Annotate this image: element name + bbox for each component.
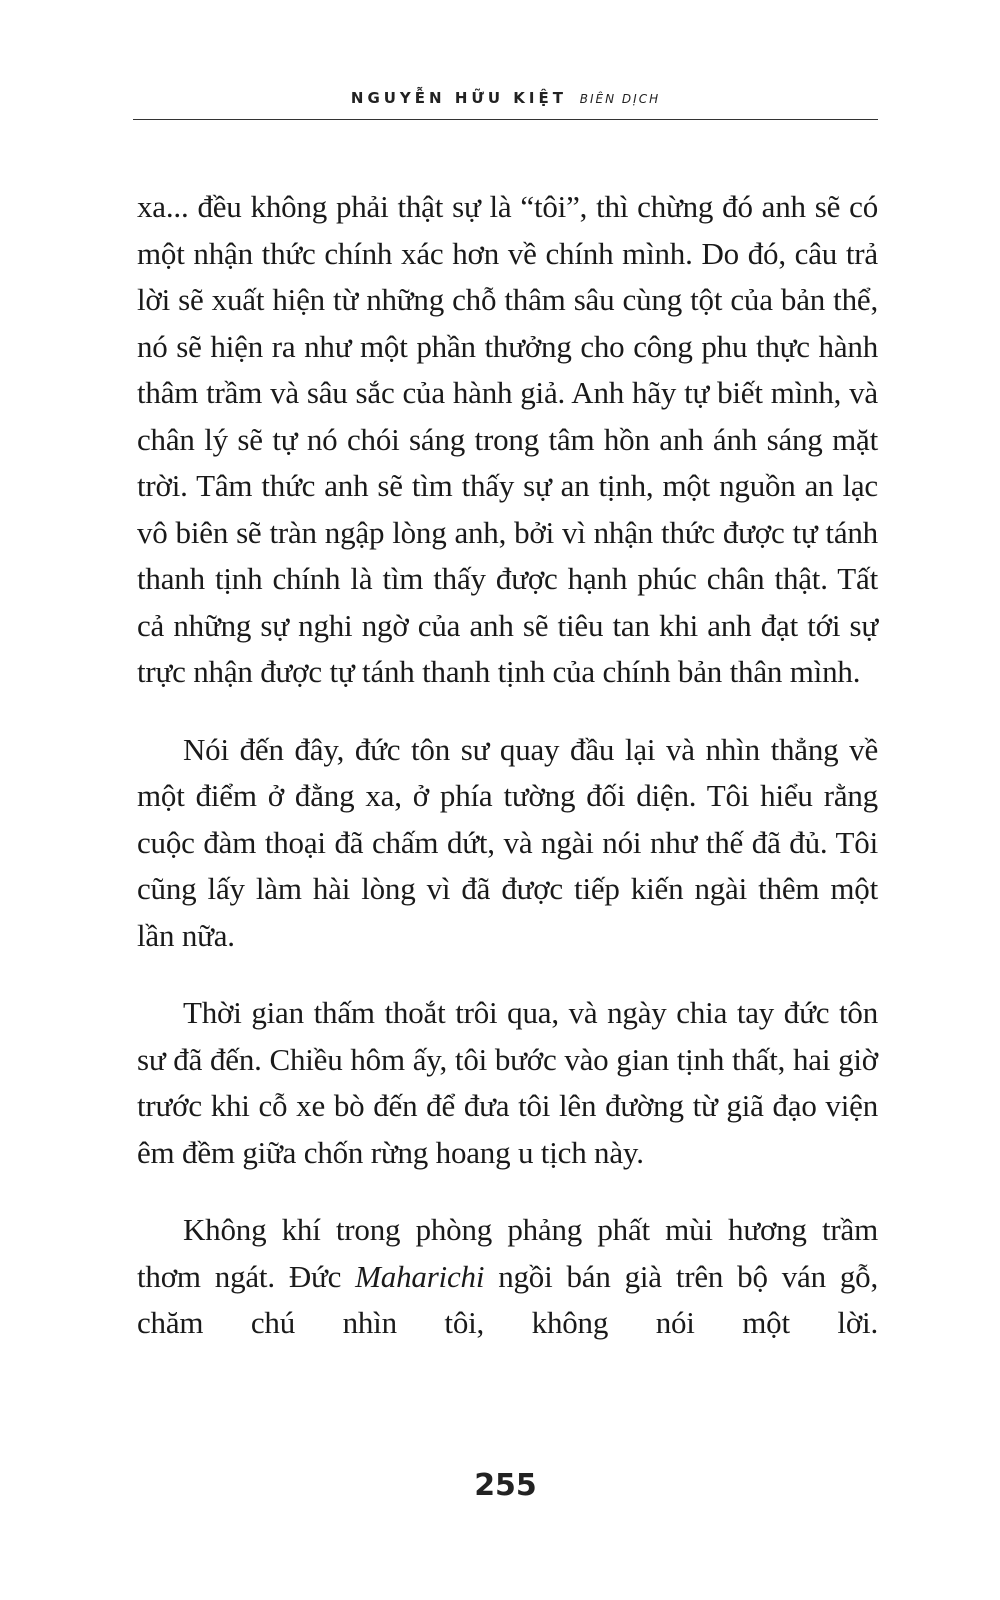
paragraph-3: Thời gian thấm thoắt trôi qua, và ngày chia tay đức tôn sư đã đến. Chiều hôm ấy, tôi bước vào gian tịnh thất, hai giờ trước khi cỗ xe bò đến để đưa tôi lên đường từ giã đạo viện êm đềm giữa chốn rừng hoang u tịch này.	[137, 995, 878, 1170]
paragraph-4-end: ngồi bán già trên bộ ván gỗ, chăm chú nhìn tôi, không nói một lời.	[137, 1258, 878, 1340]
header-author: NGUYỄN HỮU KIỆT	[350, 89, 567, 107]
page-number: 255	[474, 1468, 537, 1503]
paragraph-1: xa... đều không phải thật sự là “tôi”, thì chừng đó anh sẽ có một nhận thức chính xác hơn về chính mình. Do đó, câu trả lời sẽ xuất hiện từ những chỗ thâm sâu cùng tột của bản thể, nó sẽ hiện ra như một phần thưởng cho công phu thực hành thâm trầm và sâu sắc của hành giả. Anh hãy tự biết mình, và chân lý sẽ tự nó chói sáng trong tâm hồn anh ánh sáng mặt trời. Tâm thức anh sẽ tìm thấy sự an tịnh, một nguồn an lạc vô biên sẽ tràn ngập lòng anh, bởi vì nhận thức được tự tánh thanh tịnh chính là tìm thấy được hạnh phúc chân thật. Tất cả những sự nghi ngờ của anh sẽ tiêu tan khi anh đạt tới sự trực nhận được tự tánh thanh tịnh của chính bản thân mình.	[137, 189, 878, 689]
paragraph-2: Nói đến đây, đức tôn sư quay đầu lại và nhìn thẳng về một điểm ở đằng xa, ở phía tường đối diện. Tôi hiểu rằng cuộc đàm thoại đã chấm dứt, và ngài nói như thế đã đủ. Tôi cũng lấy làm hài lòng vì đã được tiếp kiến ngài thêm một lần nữa.	[137, 731, 878, 953]
paragraph-4	[137, 1207, 878, 1347]
paragraph-4-italic-name: Maharichi	[355, 1258, 485, 1294]
running-header	[133, 88, 878, 109]
paragraph-4-start: Không khí trong phòng phảng phất mùi hương trầm thơm ngát. Đức	[137, 1212, 878, 1294]
page-body	[137, 184, 878, 1347]
header-divider	[133, 119, 878, 120]
header-role: BIÊN DỊCH	[579, 92, 661, 106]
